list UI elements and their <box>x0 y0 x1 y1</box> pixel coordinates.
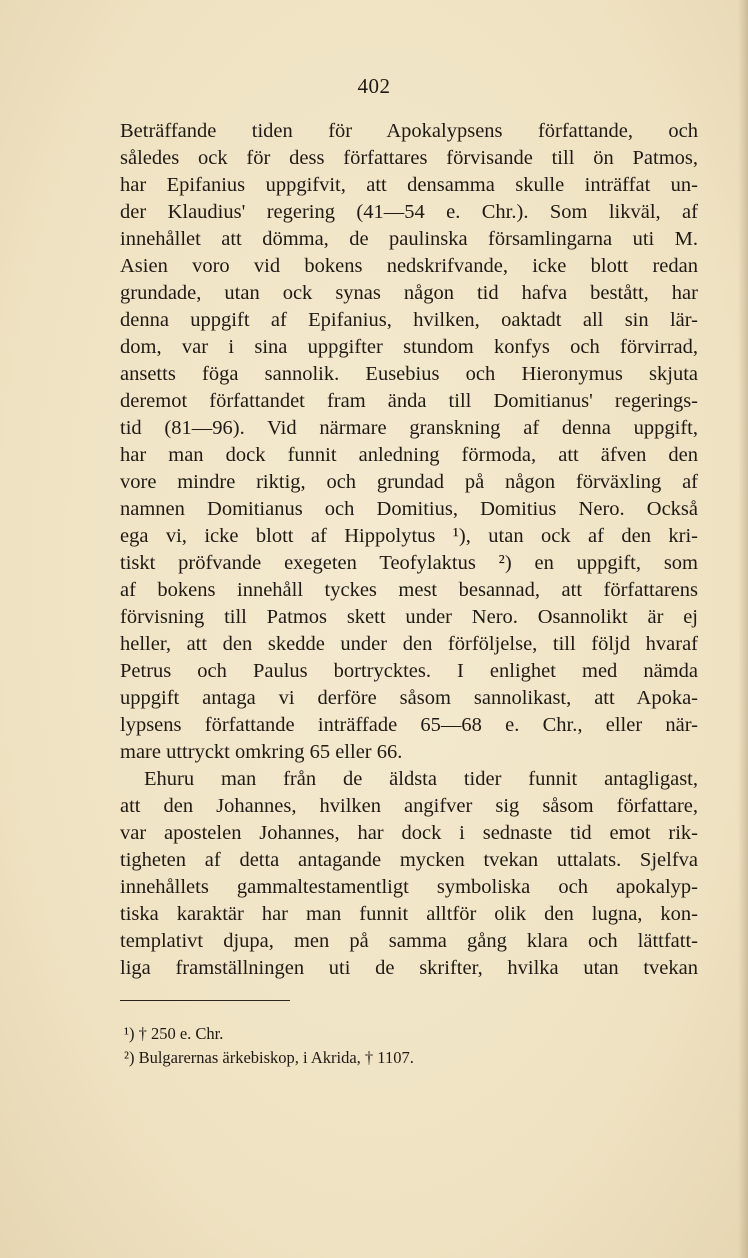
text-line: att den Johannes, hvilken angifver sig såsom författare, <box>120 795 698 817</box>
text-line: ega vi, icke blott af Hippolytus ¹), utan ock af den kri- <box>120 525 698 547</box>
text-line: tigheten af detta antagande mycken tvekan uttalats. Sjelfva <box>120 849 698 871</box>
text-line: denna uppgift af Epifanius, hvilken, oaktadt all sin lär- <box>120 309 698 331</box>
text-line: der Klaudius' regering (41—54 e. Chr.). Som likväl, af <box>120 201 698 223</box>
text-line: förvisning till Patmos skett under Nero. Osannolikt är ej <box>120 606 698 628</box>
page-number: 402 <box>357 74 391 98</box>
text-line: var apostelen Johannes, har dock i sednaste tid emot rik- <box>120 822 698 844</box>
text-line: vore mindre riktig, och grundad på någon förväxling af <box>120 471 698 493</box>
text-line: innehållets gammaltestamentligt symboliska och apokalyp- <box>120 876 698 898</box>
paragraph-end-line: mare uttryckt omkring 65 eller 66. <box>120 741 403 763</box>
text-line: Asien voro vid bokens nedskrifvande, icke blott redan <box>120 255 698 277</box>
text-line: templativt djupa, men på samma gång klara och lättfatt- <box>120 930 698 952</box>
footnote-divider <box>120 1000 290 1001</box>
text-line: dom, var i sina uppgifter stundom konfys och förvirrad, <box>120 336 698 358</box>
text-line: således ock för dess författares förvisande till ön Patmos, <box>120 147 698 169</box>
paragraph-start-line: Ehuru man från de äldsta tider funnit antagligast, <box>144 768 698 790</box>
text-line: tid (81—96). Vid närmare granskning af denna uppgift, <box>120 417 698 439</box>
footnote: ¹) † 250 e. Chr. <box>124 1024 224 1043</box>
text-line: innehållet att dömma, de paulinska församlingarna uti M. <box>120 228 698 250</box>
text-line: namnen Domitianus och Domitius, Domitius Nero. Också <box>120 498 698 520</box>
footnotes <box>124 1022 624 1070</box>
text-line: uppgift antaga vi derföre såsom sannolikast, att Apoka- <box>120 687 698 709</box>
text-line: liga framställningen uti de skrifter, hvilka utan tvekan <box>120 957 698 979</box>
text-line: har Epifanius uppgifvit, att densamma skulle inträffat un- <box>120 174 698 196</box>
body-text <box>120 118 698 982</box>
text-line: af bokens innehåll tyckes mest besannad, att författarens <box>120 579 698 601</box>
text-line: heller, att den skedde under den förföljelse, till följd hvaraf <box>120 633 698 655</box>
text-line: har man dock funnit anledning förmoda, att äfven den <box>120 444 698 466</box>
text-line: lypsens författande inträffade 65—68 e. Chr., eller när- <box>120 714 698 736</box>
text-line: ansetts föga sannolik. Eusebius och Hieronymus skjuta <box>120 363 698 385</box>
text-line: Petrus och Paulus bortrycktes. I enlighet med nämda <box>120 660 698 682</box>
text-line: deremot författandet fram ända till Domitianus' regerings- <box>120 390 698 412</box>
text-line: grundade, utan ock synas någon tid hafva bestått, har <box>120 282 698 304</box>
page-edge-shadow <box>738 0 748 1258</box>
text-line: tiska karaktär har man funnit alltför olik den lugna, kon- <box>120 903 698 925</box>
text-line: Beträffande tiden för Apokalypsens författande, och <box>120 120 698 142</box>
text-line: tiskt pröfvande exegeten Teofylaktus ²) en uppgift, som <box>120 552 698 574</box>
footnote: ²) Bulgarernas ärkebiskop, i Akrida, † 1107. <box>124 1048 414 1067</box>
